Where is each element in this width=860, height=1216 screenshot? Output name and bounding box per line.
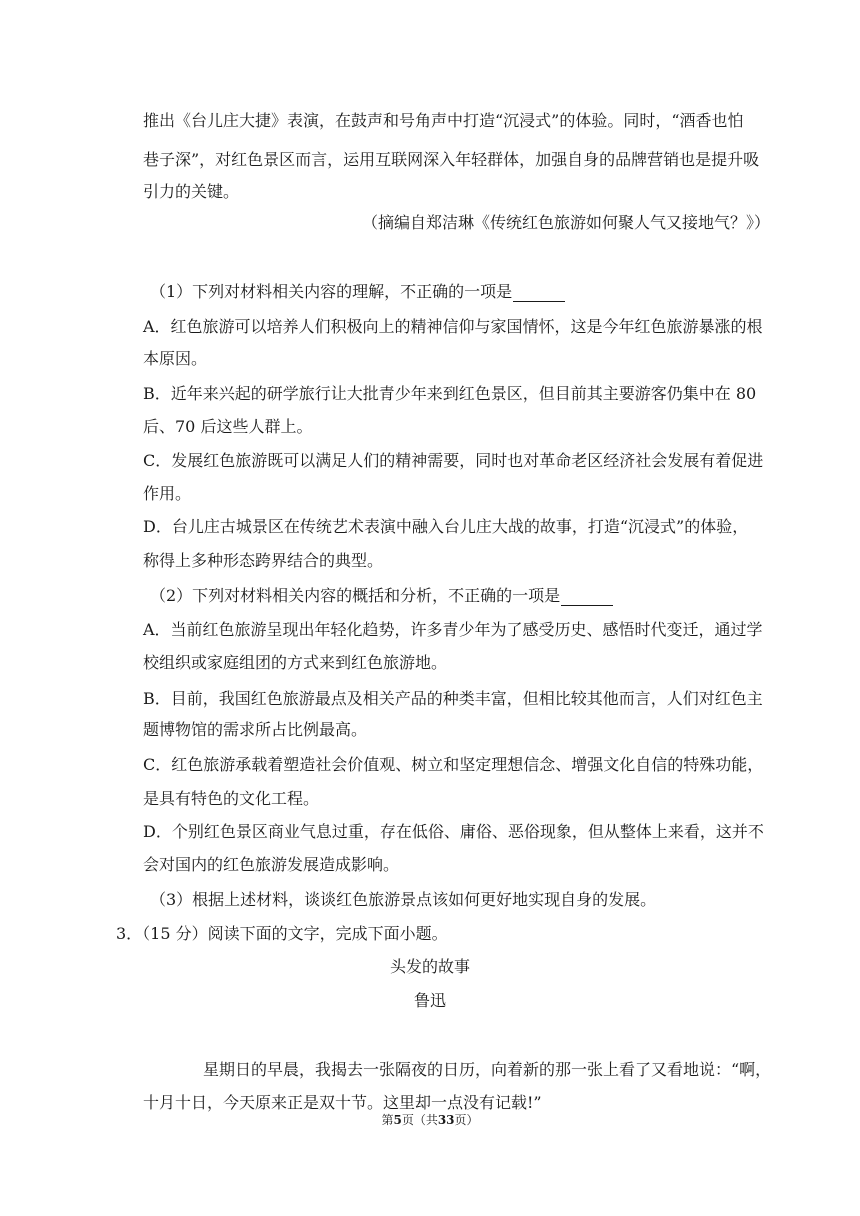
q2-option-a: A．当前红色旅游呈现出年轻化趋势，许多青少年为了感受历史、感悟时代变迁，通过学 <box>143 620 763 639</box>
story-title: 头发的故事 <box>389 957 470 976</box>
q2-option-b: B．目前，我国红色旅游最点及相关产品的种类丰富，但相比较其他而言，人们对红色主 <box>143 689 763 708</box>
answer-blank <box>561 589 613 606</box>
q1-option-a-cont: 本原因。 <box>143 349 208 368</box>
answer-blank <box>513 285 565 302</box>
intro-line: 引力的关键。 <box>143 182 240 201</box>
question-2-stem: （2）下列对材料相关内容的概括和分析，不正确的一项是 <box>150 586 613 606</box>
page-number: 5 <box>393 1113 402 1127</box>
question-3: （3）根据上述材料，谈谈红色旅游景点该如何更好地实现自身的发展。 <box>150 890 657 909</box>
section-3-heading: 3．（15 分）阅读下面的文字，完成下面小题。 <box>116 924 448 943</box>
q2-option-c-cont: 是具有特色的文化工程。 <box>143 789 320 808</box>
q1-option-c-cont: 作用。 <box>143 484 192 503</box>
intro-line: 推出《台儿庄大捷》表演，在鼓声和号角声中打造“沉浸式”的体验。同时，“酒香也怕 <box>143 111 744 130</box>
question-1-stem: （1）下列对材料相关内容的理解，不正确的一项是 <box>150 282 565 302</box>
q2-option-d-cont: 会对国内的红色旅游发展造成影响。 <box>143 855 400 874</box>
q1-option-a: A．红色旅游可以培养人们积极向上的精神信仰与家国情怀，这是今年红色旅游暴涨的根 <box>143 317 763 336</box>
q1-option-c: C．发展红色旅游既可以满足人们的精神需要，同时也对革命老区经济社会发展有着促进 <box>143 451 764 470</box>
q1-option-d: D．台儿庄古城景区在传统艺术表演中融入台儿庄大战的故事，打造“沉浸式”的体验， <box>143 517 749 536</box>
q2-option-b-cont: 题博物馆的需求所占比例最高。 <box>143 720 368 739</box>
q2-option-d: D．个别红色景区商业气息过重，存在低俗、庸俗、恶俗现象，但从整体上来看，这并不 <box>143 822 764 841</box>
q1-option-d-cont: 称得上多种形态跨界结合的典型。 <box>143 551 384 570</box>
source-citation: （摘编自郑洁琳《传统红色旅游如何聚人气又接地气？》） <box>362 213 771 232</box>
page-footer: 第5页（共33页） <box>381 1113 479 1127</box>
total-pages: 33 <box>437 1113 455 1127</box>
q1-option-b: B．近年来兴起的研学旅行让大批青少年来到红色景区，但目前其主要游客仍集中在 80 <box>143 384 757 403</box>
story-paragraph-line: 十月十日，今天原来正是双十节。这里却一点没有记载!” <box>143 1093 542 1112</box>
story-paragraph-line: 星期日的早晨，我揭去一张隔夜的日历，向着新的那一张上看了又看地说：“啊， <box>203 1060 772 1079</box>
q2-option-a-cont: 校组织或家庭组团的方式来到红色旅游地。 <box>143 653 448 672</box>
q1-option-b-cont: 后、70 后这些人群上。 <box>143 417 313 436</box>
intro-line: 巷子深”，对红色景区而言，运用互联网深入年轻群体，加强自身的品牌营销也是提升吸 <box>143 150 760 169</box>
story-author: 鲁迅 <box>413 991 446 1010</box>
q2-option-c: C．红色旅游承载着塑造社会价值观、树立和坚定理想信念、增强文化自信的特殊功能， <box>143 755 764 774</box>
